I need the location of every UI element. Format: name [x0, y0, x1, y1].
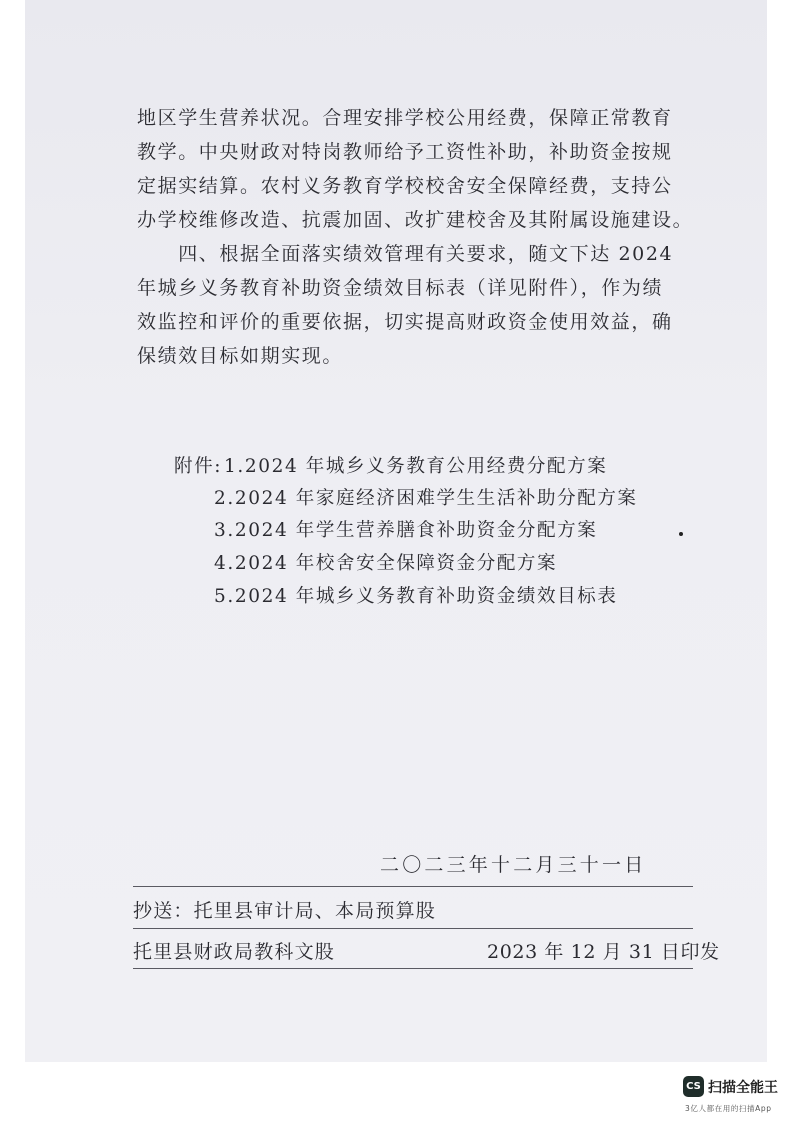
body-line-2: 教学。中央财政对特岗教师给予工资性补助，补助资金按规 — [137, 141, 673, 163]
body-line-6: 年城乡义务教育补助资金绩效目标表（详见附件），作为绩 — [137, 277, 664, 299]
attachments-label: 附件: — [174, 456, 223, 477]
issuer: 托里县财政局教科文股 — [133, 941, 336, 963]
footer-rule-bottom — [133, 968, 693, 969]
footer-rule-middle — [133, 928, 693, 929]
body-line-7: 效监控和评价的重要依据，切实提高财政资金使用效益，确 — [137, 311, 673, 333]
scanner-watermark — [683, 1075, 783, 1115]
attachment-item-1: 1.2024 年城乡义务教育公用经费分配方案 — [224, 456, 608, 477]
body-line-3: 定据实结算。农村义务教育学校校舍安全保障经费，支持公 — [137, 175, 673, 197]
body-line-8: 保绩效目标如期实现。 — [137, 345, 344, 367]
attachment-item-3: 3.2024 年学生营养膳食补助资金分配方案 — [214, 520, 598, 541]
body-line-4: 办学校维修改造、抗震加固、改扩建校舍及其附属设施建设。 — [137, 209, 694, 231]
watermark-app-name: 扫描全能王 — [708, 1080, 778, 1096]
footer-rule-top — [133, 886, 693, 887]
attachment-item-2: 2.2024 年家庭经济困难学生生活补助分配方案 — [214, 488, 638, 509]
print-date: 2023 年 12 月 31 日印发 — [487, 941, 720, 963]
attachment-item-4: 4.2024 年校舍安全保障资金分配方案 — [214, 553, 558, 574]
body-line-5: 四、根据全面落实绩效管理有关要求，随文下达 2024 — [137, 243, 674, 265]
ink-speck — [679, 532, 683, 536]
body-line-1: 地区学生营养状况。合理安排学校公用经费，保障正常教育 — [137, 107, 673, 129]
watermark-tagline: 3亿人都在用的扫描App — [685, 1104, 772, 1113]
attachment-item-5: 5.2024 年城乡义务教育补助资金绩效目标表 — [214, 586, 618, 607]
document-date: 二〇二三年十二月三十一日 — [380, 854, 647, 876]
cc-line: 抄送：托里县审计局、本局预算股 — [133, 900, 437, 922]
camscanner-logo-icon: CS — [683, 1076, 704, 1097]
